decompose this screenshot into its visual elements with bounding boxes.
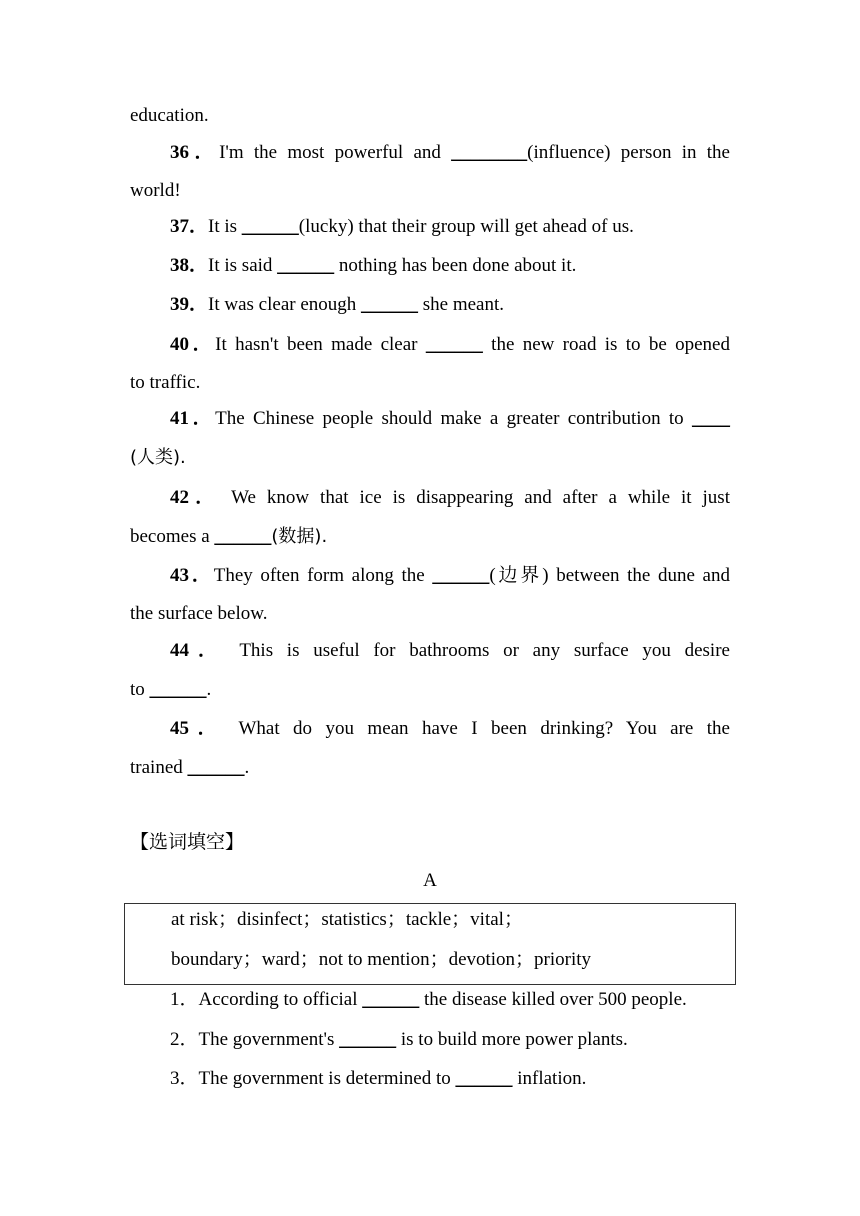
question-text: The Chinese people should make a greater contribution to [215,408,684,429]
question-text: We know that ice is disappearing and after a while it just [231,487,730,508]
question-text: she meant. [422,294,505,315]
answer-blank: ______ [187,757,245,778]
question-38 [170,254,730,278]
previous-text-end: education. [130,105,209,126]
question-number: 45． [170,718,226,739]
question-42 [170,486,730,510]
fill-question-2 [170,1028,730,1052]
question-number: 37． [170,216,209,237]
section-heading: 【选词填空】 [130,831,245,853]
answer-blank: ______ [149,679,207,700]
question-text: It is said [208,255,273,276]
question-37 [170,215,730,239]
question-text: This is useful for bathrooms or any surface you desire [239,640,730,661]
section-label: A [423,870,437,891]
question-text: the new road is to be opened [491,334,730,355]
question-text: nothing has been done about it. [338,255,577,276]
fill-question-3 [170,1067,730,1091]
question-number: 1． [170,989,199,1010]
question-text: What do you mean have I been drinking? You are the [238,718,730,739]
fill-question-1 [170,988,730,1012]
question-43-continued: the surface below. [130,603,268,624]
question-40 [170,333,730,357]
question-number: 44． [170,640,226,661]
question-text: I'm the most powerful and [219,142,441,163]
question-text: (数据). [271,526,328,547]
question-number: 38． [170,255,209,276]
answer-blank: ______ [432,565,490,586]
question-number: 36． [170,142,220,163]
question-number: 40． [170,334,216,355]
answer-blank: ______ [362,989,420,1010]
question-text: The government is determined to [198,1068,451,1089]
word-bank-line-1: at risk；disinfect；statistics；tackle；vital； [171,909,523,930]
question-42-continued [130,525,730,549]
question-text: It hasn't been made clear [215,334,418,355]
answer-blank: ______ [277,255,335,276]
question-text: (influence) person in the [527,142,730,163]
question-text: According to official [198,989,358,1010]
answer-blank: ______ [425,334,483,355]
answer-blank: ______ [241,216,299,237]
question-text: The government's [198,1029,335,1050]
question-39 [170,293,730,317]
answer-blank: ________ [451,142,528,163]
question-36 [170,141,730,165]
question-number: 39． [170,294,209,315]
question-text: the disease killed over 500 people. [424,989,687,1010]
question-text: . [244,757,250,778]
question-text: (lucky) that their group will get ahead of us. [298,216,634,237]
question-text: (边界) between the dune and [489,565,730,586]
word-bank-line-2: boundary；ward；not to mention；devotion；priority [171,949,592,970]
question-number: 2． [170,1029,199,1050]
question-number: 3． [170,1068,199,1089]
question-45 [170,717,730,741]
question-43 [170,564,730,588]
answer-blank: ____ [692,408,730,429]
question-text: to [130,679,145,700]
question-text: It was clear enough [208,294,357,315]
question-text: It is [208,216,238,237]
question-45-continued [130,756,730,780]
answer-blank: ______ [339,1029,397,1050]
answer-blank: ______ [455,1068,513,1089]
word-bank-box [124,903,736,985]
question-41 [170,407,730,431]
question-41-continued: (人类). [130,447,186,468]
question-number: 42． [170,487,221,508]
question-text: . [206,679,212,700]
question-44-continued [130,678,730,702]
answer-blank: ______ [214,526,272,547]
question-36-continued: world! [130,180,181,201]
question-text: inflation. [517,1068,587,1089]
question-text: is to build more power plants. [400,1029,628,1050]
question-text: becomes a [130,526,210,547]
question-number: 43． [170,565,214,586]
question-text: They often form along the [213,565,425,586]
question-text: trained [130,757,183,778]
answer-blank: ______ [361,294,419,315]
question-number: 41． [170,408,216,429]
question-44 [170,639,730,663]
question-40-continued: to traffic. [130,372,201,393]
